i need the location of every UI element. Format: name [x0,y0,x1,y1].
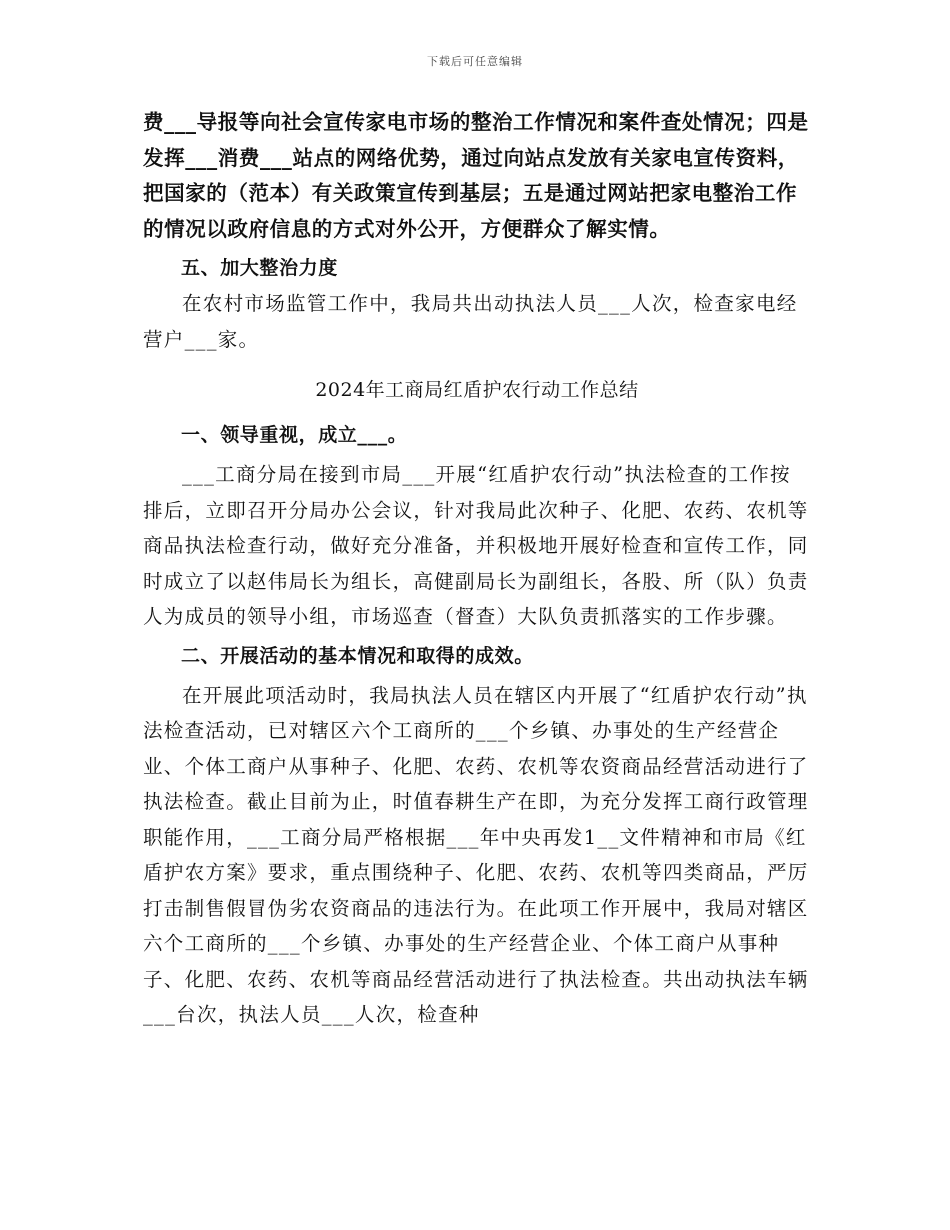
section-heading-two: 二、开展活动的基本情况和取得的成效。 [181,644,534,667]
section-heading-five: 五、加大整治力度 [181,257,338,279]
activity-paragraph: 在开展此项活动时，我局执法人员在辖区内开展了“红盾护农行动”执法检查活动，已对辖区六个工商所的___个乡镇、办事处的生产经营企业、个体工商户从事种子、化肥、农药、农机等农资商品经营活动进行了执法检查。截止目前为止，时值春耕生产在即，为充分发挥工商行政管理职能作用，___工商分局严格根据___年中央再发1__文件精神和市局《红盾护农方案》要求，重点围绕种子、化肥、农药、农机等四类商品，严厉打击制售假冒伪劣农资商品的违法行为。在此项工作开展中，我局对辖区六个工商所的___个乡镇、办事处的生产经营企业、个体工商户从事种子、化肥、农药、农机等商品经营活动进行了执法检查。共出动执法车辆___台次，执法人员___人次，检查种 [143,683,809,1026]
enforcement-paragraph: 在农村市场监管工作中，我局共出动执法人员___人次，检查家电经营户___家。 [143,292,798,351]
section-heading-one: 一、领导重视，成立___。 [181,424,408,446]
document-title: 2024年工商局红盾护农行动工作总结 [315,379,639,401]
leadership-paragraph: ___工商分局在接到市局___开展“红盾护农行动”执法检查的工作按排后，立即召开分局办公会议，针对我局此次种子、化肥、农药、农机等商品执法检查行动，做好充分准备，并积极地开展好检查和宣传工作，同时成立了以赵伟局长为组长，高健副局长为副组长，各股、所（队）负责人为成员的领导小组，市场巡查（督查）大队负责抓落实的工作步骤。 [143,463,809,628]
continued-paragraph: 费___导报等向社会宣传家电市场的整治工作情况和案件查处情况；四是发挥___消费___站点的网络优势，通过向站点发放有关家电宣传资料，把国家的（范本）有关政策宣传到基层；五是通过网站把家电整治工作的情况以政府信息的方式对外公开，方便群众了解实情。 [143,110,809,241]
document-body [143,105,811,1033]
page-header: 下载后可任意编辑 [427,55,523,68]
